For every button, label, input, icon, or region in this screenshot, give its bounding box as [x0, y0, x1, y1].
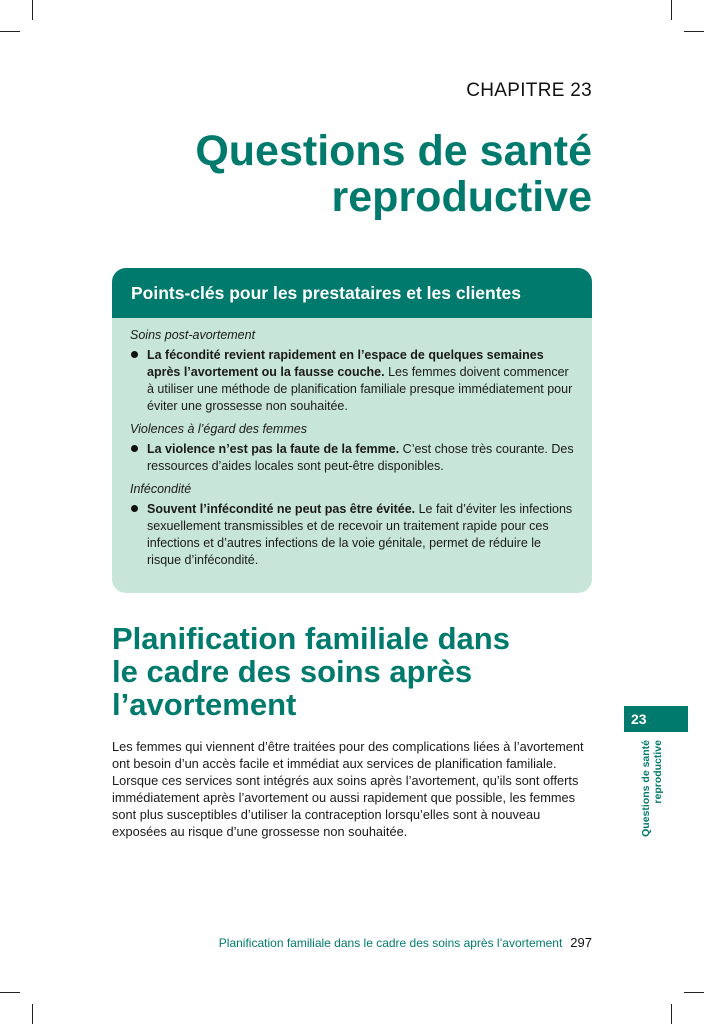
crop-mark: [684, 31, 704, 32]
crop-mark: [684, 992, 704, 993]
crop-mark: [0, 992, 20, 993]
page-footer: [219, 935, 592, 950]
key-point-bold: Souvent l’infécondité ne peut pas être évitée.: [147, 502, 416, 516]
key-point-item: [130, 501, 574, 569]
crop-mark: [671, 0, 672, 20]
body-paragraph: Les femmes qui viennent d’être traitées pour des complications liées à l’avortement ont besoin d’un accès facile et immédiat aux services de planification familiale. Lorsque ces services sont intégrés aux soins après l’avortement, qu’ils sont offerts immédiatement après l’avortement ou aussi rapidement que possible, les femmes sont plus susceptibles d’utiliser la contraception lorsqu’elles sont à nouveau exposées au risque d’une grossesse non souhaitée.: [112, 739, 584, 839]
section-heading-line-1: Planification familiale dans: [112, 621, 510, 656]
key-point-subtitle: Soins post-avortement: [130, 328, 256, 342]
crop-mark: [32, 1004, 33, 1024]
chapter-tab-number: 23: [631, 711, 647, 727]
key-points-box: [112, 268, 592, 593]
key-point-text: Le fait d’éviter les infections sexuellement transmissibles et de recevoir un traitement rapide pour ces infections et d’autres infections de la voie génitale, permet de réduire le risque d’infécondité.: [147, 502, 573, 567]
bullet-icon: [131, 445, 138, 452]
title-line-2: reproductive: [331, 173, 592, 221]
chapter-label: CHAPITRE 23: [466, 80, 592, 101]
bullet-icon: [131, 351, 138, 358]
crop-mark: [0, 31, 20, 32]
section-heading-line-3: l’avortement: [112, 687, 297, 722]
crop-mark: [32, 0, 33, 20]
key-point-item: [130, 347, 574, 415]
chapter-tab-label-line-2: reproductive: [652, 740, 664, 804]
key-points-heading: Points-clés pour les prestataires et les clientes: [112, 268, 592, 318]
page-title: [195, 128, 592, 220]
key-point-bold: La violence n’est pas la faute de la femme.: [147, 442, 400, 456]
section-heading: [112, 622, 582, 721]
title-line-1: Questions de santé: [195, 127, 592, 175]
key-point-subtitle: Violences à l’égard des femmes: [130, 422, 307, 436]
key-point-text: C’est chose très courante. Des ressources d’aides locales sont peut-être disponibles.: [147, 442, 574, 473]
page-number: 297: [570, 935, 592, 950]
running-title: Planification familiale dans le cadre des soins après l’avortement: [218, 936, 563, 950]
chapter-tab-label: [640, 740, 670, 850]
key-point-bold: La fécondité revient rapidement en l’espace de quelques semaines après l’avortement ou la fausse couche.: [147, 348, 544, 379]
crop-mark: [671, 1004, 672, 1024]
section-heading-line-2: le cadre des soins après: [112, 654, 473, 689]
bullet-icon: [131, 505, 138, 512]
chapter-tab[interactable]: [624, 706, 688, 732]
key-point-text: Les femmes doivent commencer à utiliser une méthode de planification familiale presque immédiatement pour éviter une grossesse non souhaitée.: [147, 365, 573, 413]
key-points-body: [112, 318, 592, 569]
chapter-tab-label-line-1: Questions de santé: [640, 740, 652, 837]
key-point-subtitle: Infécondité: [130, 482, 192, 496]
key-point-item: [130, 441, 574, 475]
